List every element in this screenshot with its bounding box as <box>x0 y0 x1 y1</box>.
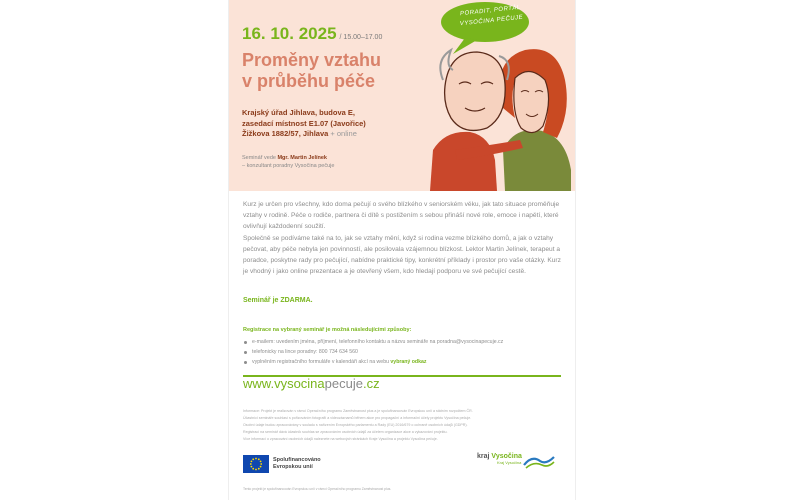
event-title <box>242 50 442 92</box>
registration-title: Registrace na vybraný seminář je možná následujícími způsoby: <box>243 327 412 333</box>
registration-section <box>243 327 561 367</box>
woman-body <box>503 130 571 191</box>
footer-note: Tento projekt je spolufinancován Evropskou unií v rámci Operačního programu Zaměstnanost plus. <box>243 487 392 491</box>
event-date <box>242 24 382 44</box>
event-time: / 15.00–17.00 <box>339 34 383 41</box>
bubble-line: PORADIT, PORTÁL <box>459 4 522 18</box>
legal-line: Více informací o zpracování osobních údajů naleznete na webových stránkách Kraje Vysočina a projektu Vysočina pečuje. <box>243 437 438 441</box>
venue-online: + online <box>330 129 357 138</box>
legal-line: Registrací na seminář dává účastník souhlas se zpracováním osobních údajů za účelem organizace akce a vykazování projektu. <box>243 430 448 434</box>
event-title-line: v průběhu péče <box>242 71 376 91</box>
event-date-text: 16. 10. 2025 <box>242 24 337 43</box>
description-paragraph: Kurz je určen pro všechny, kdo doma pečují o svého blízkého v seniorském věku, jak tato situace proměňuje vztahy v rodině. Péče o rodiče, partnera či dítě s postižením s sebou přináší nové role, emoce i napětí, které ovlivňují každodenní soužití. <box>243 201 560 231</box>
eu-logo <box>243 455 321 473</box>
registration-link[interactable]: vybraný odkaz <box>390 359 427 365</box>
kraj-wave-icon <box>522 453 556 471</box>
free-notice: Seminář je ZDARMA. <box>243 297 313 304</box>
venue-line: Krajský úřad Jihlava, budova E, <box>242 108 355 117</box>
event-description <box>243 199 561 277</box>
venue-line <box>242 129 432 140</box>
eu-logo-line: Spolufinancováno <box>273 457 321 463</box>
description-paragraph: Společně se podíváme také na to, jak se vztahy mění, když si rodina vezme blízkého domů, a jak o vztahy pečovat, aby péče nebyla jen povinností, ale posilovala vzájemnou blízkost. Lektor Martin Jelínek, terapeut a poradce, poskytne rady pro pečující, nabídne praktické tipy, konkrétní příklady i prostor pro vaše otázky. Kurz je vhodný i jako online prezentace a je otevřený všem, kdo hledají podporu ve své pečující cestě. <box>243 234 561 276</box>
website-name-dark: pecuje <box>324 376 363 391</box>
woman-face <box>514 71 549 132</box>
kraj-name <box>477 453 522 460</box>
list-item: e-mailem: uvedením jména, příjmení, telefonního kontaktu a názvu semináře na poradna@vysocinapecuje.cz <box>243 337 561 347</box>
legal-line: Informace: Projekt je realizován v rámci Operačního programu Zaměstnanost plus a je spolufinancován Evropskou unií a státním rozpočtem ČR. <box>243 409 473 413</box>
lecturer-prefix: Seminář vede <box>242 155 276 161</box>
list-item: telefonicky na lince poradny: 800 734 634 560 <box>243 347 561 357</box>
kraj-subtitle: Kraj Vysočina <box>497 460 522 465</box>
venue-address: Žižkova 1882/57, Jihlava <box>242 129 329 138</box>
legal-notice <box>243 408 561 443</box>
man-head <box>445 52 506 130</box>
legal-line: Osobní údaje budou zpracovávány v souladu s nařízením Evropského parlamentu a Rady (EU) 2016/679 o ochraně osobních údajů (GDPR). <box>243 423 468 427</box>
eu-stars-icon <box>243 455 269 473</box>
lecturer-role: – konzultant poradny Vysočina pečuje <box>242 163 335 169</box>
venue-line: zasedací místnost E1.07 (Javořice) <box>242 118 366 128</box>
kraj-brand: Vysočina <box>491 453 522 460</box>
eu-logo-text <box>273 457 321 471</box>
website-name: vysocina <box>274 376 325 391</box>
registration-item-text: vyplněním registračního formuláře v kalendáři akcí na webu <box>252 359 389 365</box>
kraj-logo-text <box>477 453 522 465</box>
legal-line: Účastníci semináře souhlasí s pořizováním fotografií a videozáznamů během akce pro propagační a informační účely projektu Vysočina pečuje. <box>243 416 472 420</box>
website-suffix: .cz <box>362 376 380 391</box>
event-venue <box>242 108 432 140</box>
registration-list <box>243 337 561 367</box>
kraj-word: kraj <box>477 453 490 460</box>
hero-section <box>229 0 575 191</box>
event-poster <box>229 0 575 500</box>
bubble-line: VYSOČINA PEČUJE <box>459 14 524 28</box>
eu-logo-line: Evropskou unií <box>273 464 313 470</box>
lecturer-line <box>242 154 334 162</box>
eu-flag-icon <box>243 455 269 473</box>
kraj-vysocina-logo <box>477 453 556 471</box>
website-link[interactable] <box>243 376 380 391</box>
list-item <box>243 357 561 367</box>
event-title-line: Proměny vztahu <box>242 50 382 70</box>
event-lecturer <box>242 154 334 170</box>
man-body <box>430 132 497 191</box>
website-prefix: www. <box>243 376 275 391</box>
lecturer-name: Mgr. Martin Jelínek <box>277 155 327 161</box>
